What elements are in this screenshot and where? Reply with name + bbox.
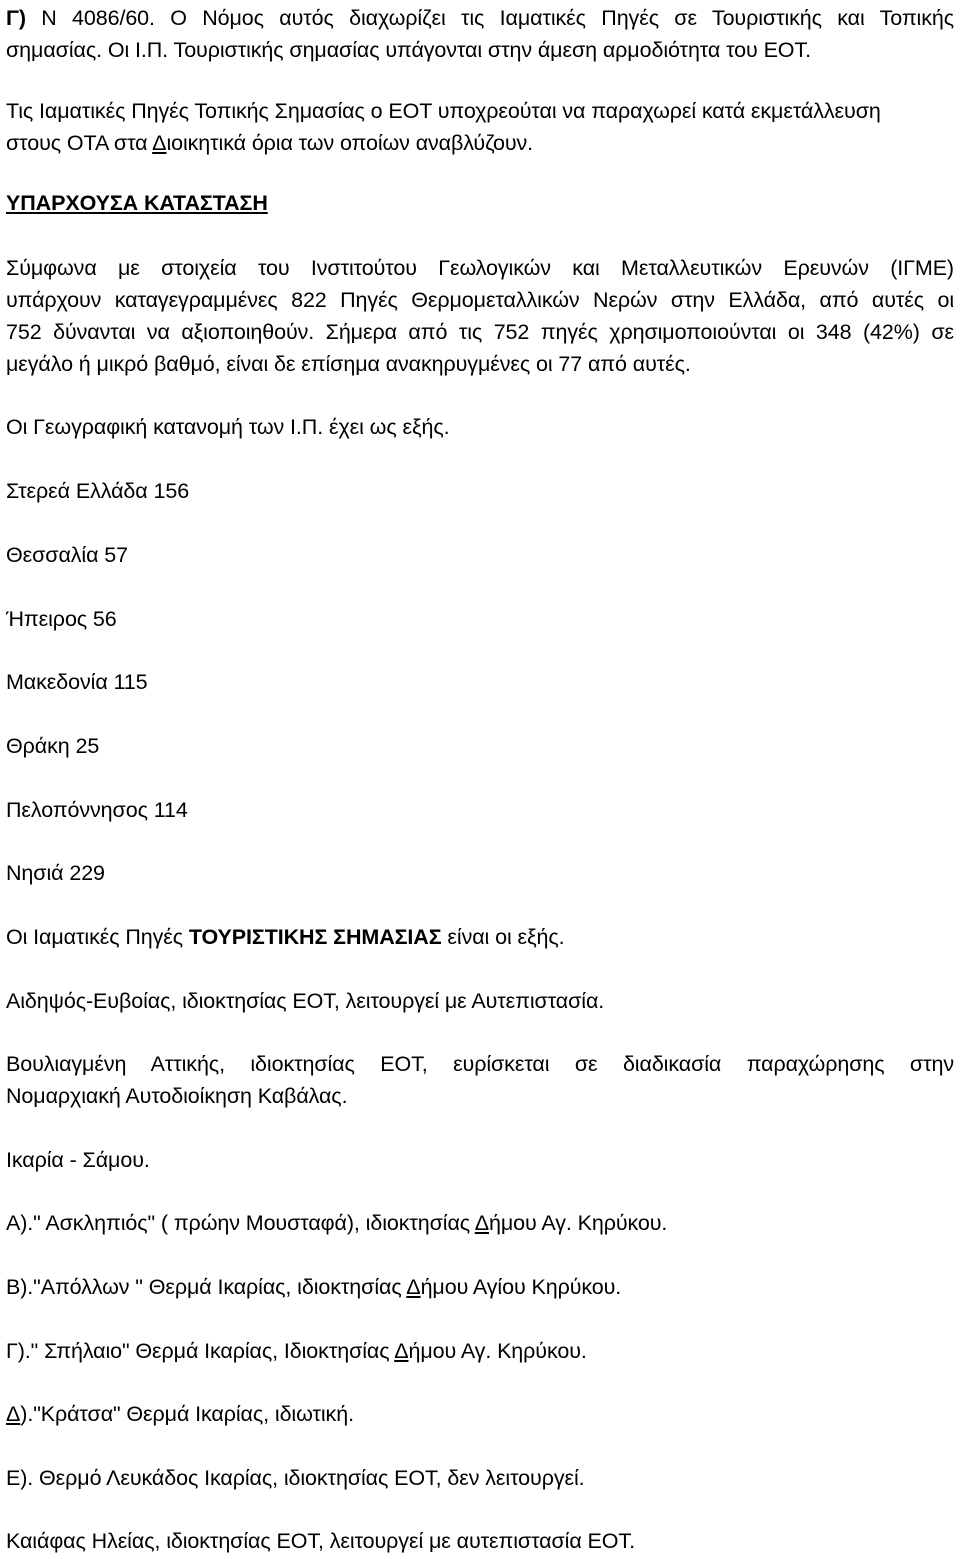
region-ipeiros: Ήπειρος 56 [6,607,117,631]
ikaria-item-b-u: Δ [406,1275,421,1299]
ikaria-heading: Ικαρία - Σάμου. [6,1148,150,1172]
local-line-1: Τις Ιαματικές Πηγές Τοπικής Σημασίας ο ΕΟΤ υποχρεούται να παραχωρεί κατά εκμετάλλευση [6,99,881,123]
ikaria-item-a [6,1207,954,1239]
kaiafas-entry: Καιάφας Ηλείας, ιδιοκτησίας ΕΟΤ, λειτουργεί με αυτεπιστασία ΕΟΤ. [6,1529,635,1553]
ikaria-item-c-post: ήμου Αγ. Κηρύκου. [408,1339,587,1363]
region-sterea: Στερεά Ελλάδα 156 [6,479,190,503]
ikaria-item-d-u: Δ [6,1402,21,1426]
status-line-2: υπάρχουν καταγεγραμμένες 822 Πηγές Θερμομεταλλικών Νερών στην Ελλάδα, από αυτές οι [6,288,954,312]
ikaria-item-a-u: Δ [474,1211,490,1235]
vouliagmeni-entry [6,1048,954,1112]
region-thraki: Θράκη 25 [6,734,100,758]
ikaria-item-b-pre: Β)."Απόλλων " Θερμά Ικαρίας, ιδιοκτησίας [6,1275,407,1299]
vouliagmeni-line-1: Βουλιαγμένη Αττικής, ιδιοκτησίας ΕΟΤ, ευρίσκεται σε διαδικασία παραχώρησης στην [6,1052,954,1076]
ikaria-item-a-pre: Α)." Ασκληπιός" ( πρώην Μουσταφά), ιδιοκτησίας [6,1211,475,1235]
ikaria-item-d [6,1398,954,1430]
intro-line-2: σημασίας. Οι Ι.Π. Τουριστικής σημασίας υπάγονται στην άμεση αρμοδιότητα του ΕΟΤ. [6,38,811,62]
status-paragraph [6,252,954,380]
intro-line-1 [6,2,954,34]
status-line-3: 752 δύνανται να αξιοποιηθούν. Σήμερα από τις 752 πηγές χρησιμοποιούνται οι 348 (42%) σε [6,320,954,344]
geo-intro: Οι Γεωγραφική κατανομή των Ι.Π. έχει ως εξής. [6,415,450,439]
section-heading: ΥΠΑΡΧΟΥΣΑ ΚΑΤΑΣΤΑΣΗ [6,191,268,215]
vouliagmeni-line-2: Νομαρχιακή Αυτοδιοίκηση Καβάλας. [6,1084,348,1108]
region-makedonia: Μακεδονία 115 [6,670,148,694]
ikaria-item-e-pre: Ε). Θερμό Λευκάδος Ικαρίας, ιδιοκτησίας ΕΟΤ, δεν λειτουργεί. [6,1466,585,1490]
intro-paragraph [6,2,954,66]
ikaria-item-c-pre: Γ)." Σπήλαιο" Θερμά Ικαρίας, Ιδιοκτησίας [6,1339,395,1363]
local-line-2 [6,127,954,159]
ikaria-item-c [6,1335,954,1367]
region-thessalia: Θεσσαλία 57 [6,543,129,567]
ikaria-item-d-post: )."Κράτσα" Θερμά Ικαρίας, ιδιωτική. [20,1402,354,1426]
local-paragraph [6,95,954,159]
region-peloponnisos: Πελοπόννησος 114 [6,798,188,822]
region-nisia: Νησιά 229 [6,861,105,885]
intro-line-1-text: Ν 4086/60. Ο Νόμος αυτός διαχωρίζει τις Ιαματικές Πηγές σε Τουριστικής και Τοπικής [41,6,955,30]
ikaria-item-c-u: Δ [394,1339,409,1363]
tourist-intro-post: είναι οι εξής. [441,925,565,949]
ikaria-item-e [6,1462,954,1494]
local-line-2-post: ιοικητικά όρια των οποίων αναβλύζουν. [166,131,534,155]
local-line-2-underlined: Δ [152,131,167,155]
ikaria-item-a-post: ήμου Αγ. Κηρύκου. [489,1211,668,1235]
tourist-intro-pre: Οι Ιαματικές Πηγές [6,925,189,949]
status-line-1: Σύμφωνα με στοιχεία του Ινστιτούτου Γεωλογικών και Μεταλλευτικών Ερευνών (ΙΓΜΕ) [6,256,954,280]
tourist-intro-bold: ΤΟΥΡΙΣΤΙΚΗΣ ΣΗΜΑΣΙΑΣ [188,925,442,949]
status-line-4: μεγάλο ή μικρό βαθμό, είναι δε επίσημα ανακηρυγμένες οι 77 από αυτές. [6,352,691,376]
tourist-intro [6,921,954,953]
ikaria-item-b-post: ήμου Αγίου Κηρύκου. [420,1275,622,1299]
ikaria-item-b [6,1271,954,1303]
intro-label: Γ) [6,6,26,30]
aidipsos-entry: Αιδηψός-Ευβοίας, ιδιοκτησίας ΕΟΤ, λειτουργεί με Αυτεπιστασία. [6,989,605,1013]
local-line-2-pre: στους ΟΤΑ στα [6,131,153,155]
